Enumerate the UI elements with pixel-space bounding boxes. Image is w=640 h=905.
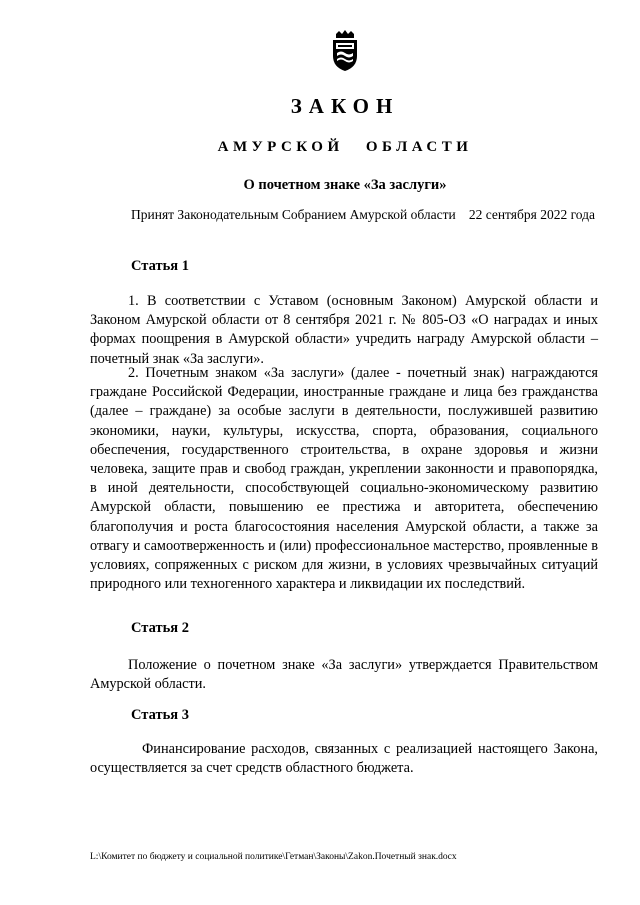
article-3-title: Статья 3 <box>131 707 189 723</box>
document-title: ЗАКОН <box>290 94 400 118</box>
adopted-date: 22 сентября 2022 года <box>468 207 595 222</box>
article-3-paragraph-1: Финансирование расходов, связанных с реализацией настоящего Закона, осуществляется за счет средств областного бюджета. <box>90 741 598 777</box>
article-2-title: Статья 2 <box>131 620 189 636</box>
article-2-paragraph-1: Положение о почетном знаке «За заслуги» утверждается Правительством Амурской области. <box>90 657 598 693</box>
article-1-title: Статья 1 <box>131 258 189 274</box>
document-region: АМУРСКОЙ ОБЛАСТИ <box>217 139 473 155</box>
article-1-paragraph-1: 1. В соответствии с Уставом (основным Законом) Амурской области и Законом Амурской области от 8 сентября 2021 г. № 805-ОЗ «О наградах и иных формах поощрения в Амурской области» учредить награду Амурской области – почетный знак «За заслуги». <box>90 293 598 367</box>
adopted-by: Принят Законодательным Собранием Амурской области <box>131 207 456 222</box>
file-path-footer: L:\Комитет по бюджету и социальной политике\Гетман\Законы\Zakon.Почетный знак.docx <box>90 852 457 862</box>
adoption-line <box>131 207 595 223</box>
coat-of-arms-icon <box>330 30 360 72</box>
document-subject: О почетном знаке «За заслуги» <box>243 177 447 193</box>
article-1-paragraph-2: 2. Почетным знаком «За заслуги» (далее - почетный знак) награждаются граждане Российской Федерации, иностранные граждане и лица без гражданства (далее – граждане) за особые заслуги в деятельности, послужившей развитию экономики, науки, культуры, искусства, спорта, образования, социального обеспечения, государственного строительства, в охране здоровья и жизни человека, защите прав и свобод граждан, укреплении законности и правопорядка, в иной деятельности, способствующей социально-экономическому развитию Амурской области, повышению ее престижа и авторитета, обеспечению благополучия и роста благосостояния населения Амурской области, а также за отвагу и самоотверженность и (или) профессиональное мастерство, проявленные в условиях, сопряженных с риском для жизни, в условиях чрезвычайных ситуаций природного или техногенного характера и ликвидации их последствий. <box>90 365 598 593</box>
